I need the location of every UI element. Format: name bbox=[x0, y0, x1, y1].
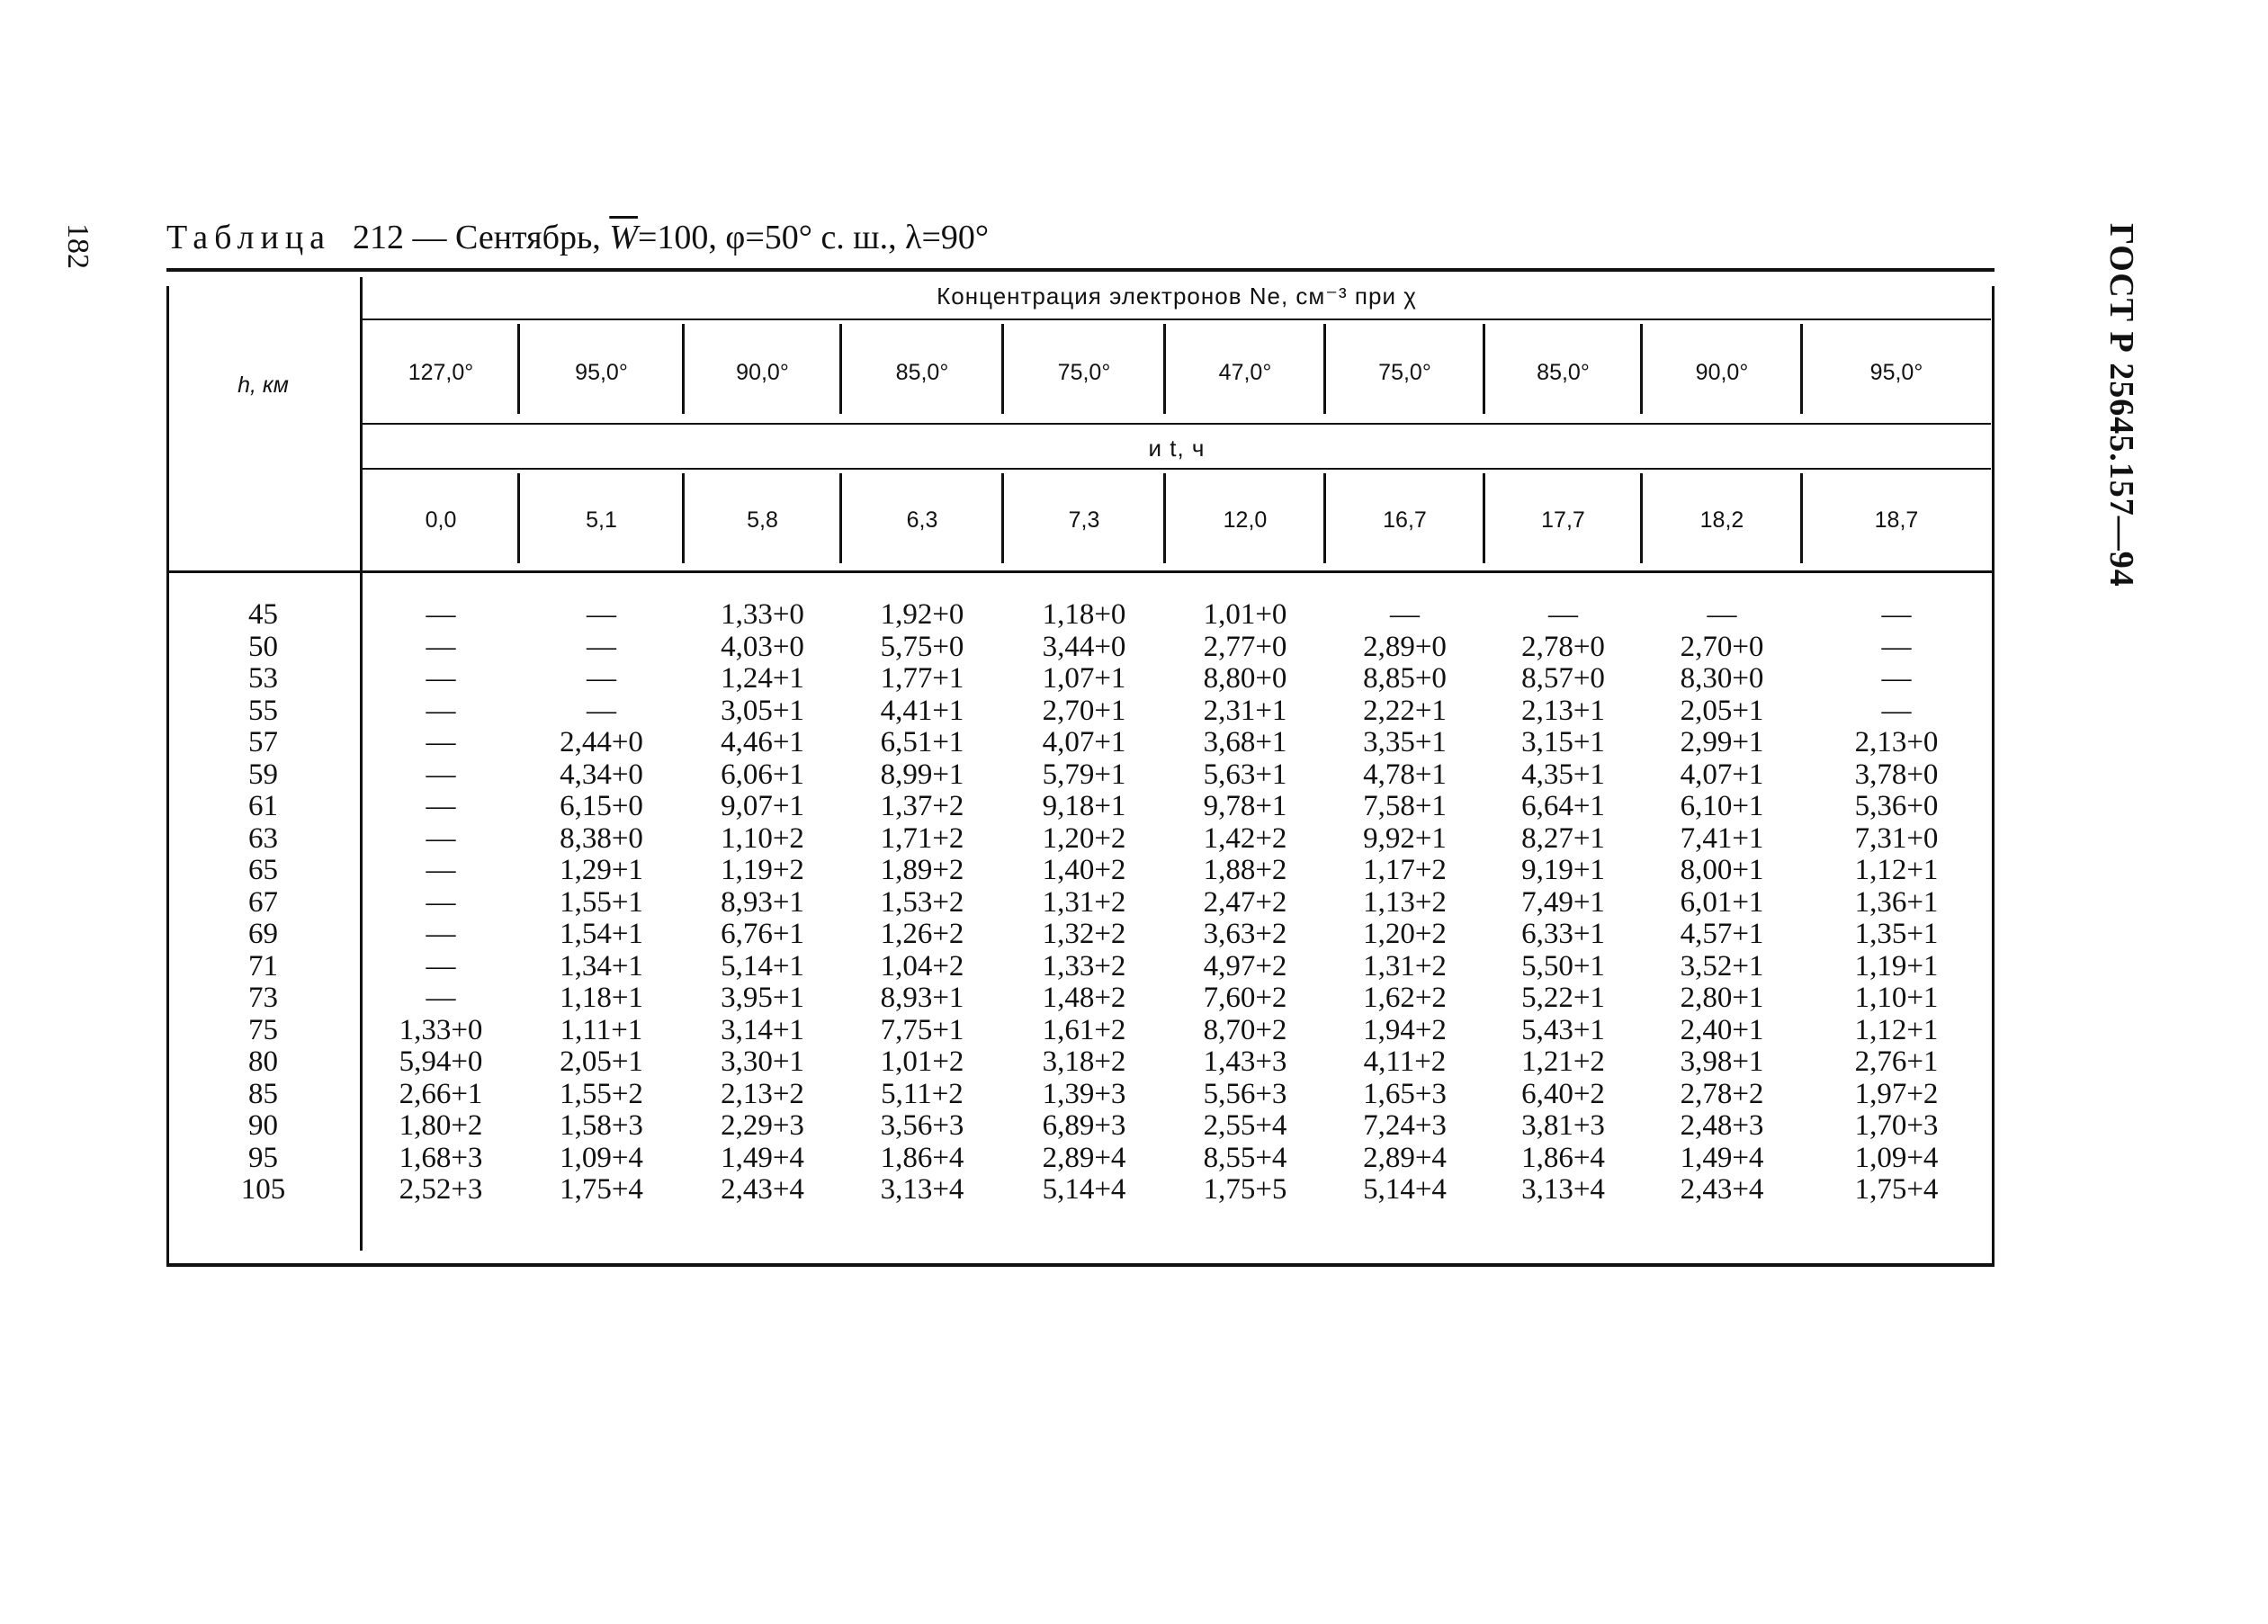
row-value-cell: — bbox=[426, 918, 456, 950]
row-value-cell: 1,19+2 bbox=[721, 854, 804, 886]
chi-header-cell: 95,0° bbox=[1869, 359, 1923, 385]
chi-header-cell: 85,0° bbox=[895, 359, 949, 385]
row-value-cell: — bbox=[587, 598, 616, 631]
row-value-cell: 9,18+1 bbox=[1042, 790, 1126, 822]
row-value-cell: 6,40+2 bbox=[1521, 1077, 1605, 1110]
row-value-cell: 2,70+1 bbox=[1042, 694, 1126, 727]
row-value-cell: 1,33+0 bbox=[399, 1013, 483, 1046]
row-value-cell: 1,65+3 bbox=[1363, 1077, 1447, 1110]
chi-column-divider bbox=[1800, 324, 1803, 414]
chi-rule bbox=[363, 423, 1991, 425]
chi-column-divider bbox=[1323, 324, 1326, 414]
t-header-cell: 5,8 bbox=[747, 507, 778, 533]
row-value-cell: 1,01+2 bbox=[880, 1045, 964, 1078]
header-bottom-rule bbox=[166, 570, 1995, 573]
row-value-cell: 3,78+0 bbox=[1854, 758, 1939, 791]
t-header-cell: 18,2 bbox=[1699, 507, 1744, 533]
row-value-cell: 8,30+0 bbox=[1680, 662, 1764, 695]
row-height-cell: 57 bbox=[248, 726, 278, 758]
row-value-cell: 7,60+2 bbox=[1203, 982, 1287, 1014]
row-value-cell: 5,94+0 bbox=[399, 1045, 483, 1078]
row-value-cell: 4,97+2 bbox=[1203, 949, 1287, 982]
row-value-cell: 6,01+1 bbox=[1680, 885, 1764, 919]
row-value-cell: 5,36+0 bbox=[1854, 790, 1939, 822]
row-value-cell: 4,11+2 bbox=[1363, 1045, 1447, 1078]
row-height-cell: 67 bbox=[248, 885, 278, 919]
chi-header-cell: 85,0° bbox=[1537, 359, 1590, 385]
row-value-cell: 1,33+2 bbox=[1042, 949, 1126, 982]
table-row bbox=[166, 950, 1995, 982]
row-value-cell: 2,78+2 bbox=[1680, 1077, 1764, 1110]
row-height-cell: 59 bbox=[248, 758, 278, 791]
caption-w-symbol: $\overline{W}$ bbox=[609, 219, 638, 256]
row-value-cell: 1,58+3 bbox=[560, 1109, 643, 1142]
table-row bbox=[166, 598, 1995, 631]
row-value-cell: 6,64+1 bbox=[1521, 790, 1605, 822]
row-value-cell: 1,20+2 bbox=[1042, 821, 1126, 855]
chi-header-cell: 75,0° bbox=[1057, 359, 1111, 385]
row-height-cell: 65 bbox=[248, 854, 278, 886]
table-row bbox=[166, 886, 1995, 919]
span-header-time-text: и t, ч bbox=[1148, 434, 1206, 462]
row-value-cell: — bbox=[426, 885, 456, 919]
row-value-cell: 1,77+1 bbox=[880, 662, 964, 695]
row-value-cell: 4,78+1 bbox=[1363, 758, 1447, 791]
row-value-cell: 1,40+2 bbox=[1042, 854, 1126, 886]
data-table bbox=[166, 268, 1995, 1269]
row-value-cell: 3,14+1 bbox=[721, 1013, 804, 1046]
row-value-cell: 1,26+2 bbox=[880, 918, 964, 950]
row-value-cell: 6,10+1 bbox=[1680, 790, 1764, 822]
row-height-cell: 69 bbox=[248, 918, 278, 950]
document-code: ГОСТ Р 25645.157—94 bbox=[2102, 223, 2140, 588]
row-value-cell: 3,44+0 bbox=[1042, 630, 1126, 663]
row-value-cell: 8,85+0 bbox=[1363, 662, 1447, 695]
row-value-cell: 1,37+2 bbox=[880, 790, 964, 822]
row-value-cell: 5,63+1 bbox=[1203, 758, 1287, 791]
row-value-cell: 2,22+1 bbox=[1363, 694, 1447, 727]
row-value-cell: 2,44+0 bbox=[560, 726, 643, 758]
row-height-cell: 75 bbox=[248, 1013, 278, 1046]
row-value-cell: 1,01+0 bbox=[1203, 598, 1287, 631]
row-value-cell: 6,06+1 bbox=[721, 758, 804, 791]
row-value-cell: 4,03+0 bbox=[721, 630, 804, 663]
row-value-cell: 8,99+1 bbox=[880, 758, 964, 791]
t-header-cell: 5,1 bbox=[586, 507, 617, 533]
row-value-cell: 1,24+1 bbox=[721, 662, 804, 695]
row-value-cell: 2,89+4 bbox=[1042, 1141, 1126, 1174]
row-value-cell: 1,68+3 bbox=[399, 1141, 483, 1174]
row-value-cell: — bbox=[426, 821, 456, 855]
row-value-cell: — bbox=[426, 982, 456, 1014]
row-value-cell: 3,52+1 bbox=[1680, 949, 1764, 982]
table-row bbox=[166, 982, 1995, 1014]
row-value-cell: 6,89+3 bbox=[1042, 1109, 1126, 1142]
row-value-cell: 1,55+2 bbox=[560, 1077, 643, 1110]
row-height-cell: 85 bbox=[248, 1077, 278, 1110]
row-value-cell: 4,07+1 bbox=[1042, 726, 1126, 758]
row-value-cell: 2,29+3 bbox=[721, 1109, 804, 1142]
row-value-cell: 3,15+1 bbox=[1521, 726, 1605, 758]
row-value-cell: 1,53+2 bbox=[880, 885, 964, 919]
row-value-cell: 2,40+1 bbox=[1680, 1013, 1764, 1046]
row-value-cell: 5,14+4 bbox=[1042, 1173, 1126, 1206]
row-value-cell: 8,38+0 bbox=[560, 821, 643, 855]
row-value-cell: 4,46+1 bbox=[721, 726, 804, 758]
row-value-cell: — bbox=[426, 949, 456, 982]
row-value-cell: 2,05+1 bbox=[560, 1045, 643, 1078]
row-value-cell: 5,50+1 bbox=[1521, 949, 1605, 982]
span-header-concentration-text: Концентрация электронов Ne, см⁻³ при χ bbox=[937, 282, 1417, 310]
span1-rule bbox=[363, 319, 1991, 320]
t-column-divider bbox=[682, 473, 685, 563]
span2-rule bbox=[363, 468, 1991, 470]
table-row bbox=[166, 631, 1995, 663]
table-row bbox=[166, 918, 1995, 950]
row-value-cell: 1,34+1 bbox=[560, 949, 643, 982]
caption-number: 212 — Сентябрь, bbox=[353, 219, 610, 256]
row-value-cell: 7,58+1 bbox=[1363, 790, 1447, 822]
table-row bbox=[166, 662, 1995, 695]
row-value-cell: 6,51+1 bbox=[880, 726, 964, 758]
row-value-cell: 1,18+1 bbox=[560, 982, 643, 1014]
row-height-cell: 73 bbox=[248, 982, 278, 1014]
table-row bbox=[166, 822, 1995, 855]
row-value-cell: 2,43+4 bbox=[1680, 1173, 1764, 1206]
t-column-divider bbox=[1163, 473, 1166, 563]
row-value-cell: 1,75+4 bbox=[1854, 1173, 1939, 1206]
t-column-divider bbox=[1001, 473, 1004, 563]
row-value-cell: 3,35+1 bbox=[1363, 726, 1447, 758]
row-value-cell: 2,55+4 bbox=[1203, 1109, 1287, 1142]
row-value-cell: — bbox=[426, 726, 456, 758]
row-value-cell: 1,33+0 bbox=[721, 598, 804, 631]
row-value-cell: 3,98+1 bbox=[1680, 1045, 1764, 1078]
row-value-cell: — bbox=[426, 630, 456, 663]
row-value-cell: 4,57+1 bbox=[1680, 918, 1764, 950]
row-height-cell: 95 bbox=[248, 1141, 278, 1174]
row-value-cell: 6,76+1 bbox=[721, 918, 804, 950]
row-value-cell: 5,43+1 bbox=[1521, 1013, 1605, 1046]
row-value-cell: 3,81+3 bbox=[1521, 1109, 1605, 1142]
row-value-cell: — bbox=[426, 662, 456, 695]
row-value-cell: 1,49+4 bbox=[1680, 1141, 1764, 1174]
row-value-cell: 7,24+3 bbox=[1363, 1109, 1447, 1142]
row-value-cell: 1,20+2 bbox=[1363, 918, 1447, 950]
chi-column-divider bbox=[1001, 324, 1004, 414]
row-value-cell: 1,09+4 bbox=[1854, 1141, 1939, 1174]
row-value-cell: 7,75+1 bbox=[880, 1013, 964, 1046]
table-top-rule bbox=[166, 268, 1995, 272]
row-value-cell: 5,75+0 bbox=[880, 630, 964, 663]
row-height-cell: 90 bbox=[248, 1109, 278, 1142]
row-value-cell: 1,94+2 bbox=[1363, 1013, 1447, 1046]
row-value-cell: 2,76+1 bbox=[1854, 1045, 1939, 1078]
row-value-cell: 5,14+4 bbox=[1363, 1173, 1447, 1206]
row-value-cell: — bbox=[426, 694, 456, 727]
row-value-cell: 1,39+3 bbox=[1042, 1077, 1126, 1110]
row-value-cell: — bbox=[1390, 598, 1420, 631]
row-height-cell: 63 bbox=[248, 821, 278, 855]
row-value-cell: — bbox=[426, 790, 456, 822]
t-column-divider bbox=[839, 473, 842, 563]
t-column-divider bbox=[1483, 473, 1485, 563]
row-value-cell: 1,17+2 bbox=[1363, 854, 1447, 886]
row-value-cell: 5,79+1 bbox=[1042, 758, 1126, 791]
row-value-cell: 1,55+1 bbox=[560, 885, 643, 919]
row-value-cell: 2,48+3 bbox=[1680, 1109, 1764, 1142]
t-header-cell: 12,0 bbox=[1223, 507, 1268, 533]
row-value-cell: 3,05+1 bbox=[721, 694, 804, 727]
row-value-cell: 1,92+0 bbox=[880, 598, 964, 631]
t-header-cell: 16,7 bbox=[1383, 507, 1427, 533]
row-value-cell: — bbox=[426, 758, 456, 791]
t-column-divider bbox=[1640, 473, 1643, 563]
t-header-cell: 6,3 bbox=[906, 507, 938, 533]
row-value-cell: — bbox=[587, 630, 616, 663]
row-value-cell: 1,75+4 bbox=[560, 1173, 643, 1206]
row-height-cell: 71 bbox=[248, 949, 278, 982]
row-value-cell: 4,34+0 bbox=[560, 758, 643, 791]
row-value-cell: 1,31+2 bbox=[1042, 885, 1126, 919]
row-value-cell: — bbox=[1707, 598, 1737, 631]
row-value-cell: 1,10+2 bbox=[721, 821, 804, 855]
row-value-cell: — bbox=[1881, 694, 1912, 727]
row-value-cell: — bbox=[1881, 630, 1912, 663]
row-value-cell: 7,41+1 bbox=[1680, 821, 1764, 855]
row-value-cell: 3,30+1 bbox=[721, 1045, 804, 1078]
row-value-cell: 1,10+1 bbox=[1854, 982, 1939, 1014]
row-value-cell: 8,70+2 bbox=[1203, 1013, 1287, 1046]
chi-header-cell: 47,0° bbox=[1218, 359, 1272, 385]
row-value-cell: 8,27+1 bbox=[1521, 821, 1605, 855]
row-value-cell: 1,13+2 bbox=[1363, 885, 1447, 919]
row-value-cell: 4,35+1 bbox=[1521, 758, 1605, 791]
row-value-cell: 2,47+2 bbox=[1203, 885, 1287, 919]
row-value-cell: 2,31+1 bbox=[1203, 694, 1287, 727]
row-value-cell: — bbox=[587, 694, 616, 727]
t-column-divider bbox=[1323, 473, 1326, 563]
chi-column-divider bbox=[1163, 324, 1166, 414]
table-row bbox=[166, 1078, 1995, 1110]
row-value-cell: 1,54+1 bbox=[560, 918, 643, 950]
row-value-cell: — bbox=[1548, 598, 1578, 631]
row-header-label bbox=[166, 340, 360, 430]
row-height-cell: 55 bbox=[248, 694, 278, 727]
row-value-cell: 1,29+1 bbox=[560, 854, 643, 886]
table-row bbox=[166, 1142, 1995, 1174]
row-value-cell: 2,89+4 bbox=[1363, 1141, 1447, 1174]
row-value-cell: 6,15+0 bbox=[560, 790, 643, 822]
table-row bbox=[166, 726, 1995, 758]
row-height-cell: 45 bbox=[248, 598, 278, 631]
row-height-cell: 50 bbox=[248, 630, 278, 663]
row-value-cell: 5,11+2 bbox=[881, 1077, 964, 1110]
table-row bbox=[166, 695, 1995, 727]
row-value-cell: 1,11+1 bbox=[560, 1013, 643, 1046]
row-value-cell: 7,31+0 bbox=[1854, 821, 1939, 855]
table-row bbox=[166, 1173, 1995, 1206]
row-value-cell: 1,04+2 bbox=[880, 949, 964, 982]
row-value-cell: 1,75+5 bbox=[1203, 1173, 1287, 1206]
row-value-cell: 1,86+4 bbox=[1521, 1141, 1605, 1174]
row-value-cell: 1,71+2 bbox=[880, 821, 964, 855]
row-value-cell: 3,95+1 bbox=[721, 982, 804, 1014]
t-column-divider bbox=[1800, 473, 1803, 563]
chi-column-divider bbox=[839, 324, 842, 414]
row-value-cell: — bbox=[587, 662, 616, 695]
row-value-cell: 2,13+0 bbox=[1854, 726, 1939, 758]
row-value-cell: 2,80+1 bbox=[1680, 982, 1764, 1014]
row-value-cell: 2,13+2 bbox=[721, 1077, 804, 1110]
row-value-cell: 3,56+3 bbox=[880, 1109, 964, 1142]
table-row bbox=[166, 1045, 1995, 1078]
t-column-divider bbox=[517, 473, 520, 563]
row-value-cell: 2,43+4 bbox=[721, 1173, 804, 1206]
row-value-cell: 1,48+2 bbox=[1042, 982, 1126, 1014]
span-header-time bbox=[363, 430, 1991, 466]
row-value-cell: 8,93+1 bbox=[721, 885, 804, 919]
row-height-cell: 53 bbox=[248, 662, 278, 695]
row-value-cell: 9,19+1 bbox=[1521, 854, 1605, 886]
row-value-cell: 5,22+1 bbox=[1521, 982, 1605, 1014]
row-value-cell: 1,31+2 bbox=[1363, 949, 1447, 982]
chi-header-cell: 127,0° bbox=[408, 359, 474, 385]
row-value-cell: 1,12+1 bbox=[1854, 854, 1939, 886]
row-value-cell: 4,07+1 bbox=[1680, 758, 1764, 791]
row-value-cell: 2,78+0 bbox=[1521, 630, 1605, 663]
row-value-cell: 3,63+2 bbox=[1203, 918, 1287, 950]
row-value-cell: 1,36+1 bbox=[1854, 885, 1939, 919]
chi-column-divider bbox=[682, 324, 685, 414]
row-value-cell: 1,80+2 bbox=[399, 1109, 483, 1142]
row-value-cell: 1,89+2 bbox=[880, 854, 964, 886]
row-value-cell: 1,62+2 bbox=[1363, 982, 1447, 1014]
span-header-concentration bbox=[363, 277, 1991, 315]
row-value-cell: — bbox=[1881, 662, 1912, 695]
caption-parameters: =100, φ=50° с. ш., λ=90° bbox=[637, 219, 990, 256]
row-value-cell: 2,89+0 bbox=[1363, 630, 1447, 663]
row-value-cell: 1,18+0 bbox=[1042, 598, 1126, 631]
row-value-cell: 2,99+1 bbox=[1680, 726, 1764, 758]
table-row bbox=[166, 758, 1995, 791]
row-value-cell: 1,21+2 bbox=[1521, 1045, 1605, 1078]
row-height-cell: 105 bbox=[240, 1173, 286, 1206]
t-header-cell: 18,7 bbox=[1874, 507, 1919, 533]
chi-header-cell: 95,0° bbox=[575, 359, 628, 385]
page-number: 182 bbox=[61, 223, 94, 269]
row-value-cell: 8,80+0 bbox=[1203, 662, 1287, 695]
chi-header-cell: 75,0° bbox=[1378, 359, 1431, 385]
row-header-text: h, км bbox=[238, 372, 289, 398]
row-value-cell: 2,70+0 bbox=[1680, 630, 1764, 663]
row-value-cell: 1,32+2 bbox=[1042, 918, 1126, 950]
row-value-cell: 9,07+1 bbox=[721, 790, 804, 822]
chi-column-divider bbox=[1483, 324, 1485, 414]
row-value-cell: 3,18+2 bbox=[1042, 1045, 1126, 1078]
row-value-cell: 1,61+2 bbox=[1042, 1013, 1126, 1046]
row-value-cell: 2,13+1 bbox=[1521, 694, 1605, 727]
chi-header-cell: 90,0° bbox=[1695, 359, 1749, 385]
row-value-cell: 1,35+1 bbox=[1854, 918, 1939, 950]
row-value-cell: 1,86+4 bbox=[880, 1141, 964, 1174]
row-value-cell: 1,88+2 bbox=[1203, 854, 1287, 886]
table-caption bbox=[166, 218, 989, 257]
row-value-cell: 8,93+1 bbox=[880, 982, 964, 1014]
row-value-cell: 5,56+3 bbox=[1203, 1077, 1287, 1110]
row-value-cell: 3,13+4 bbox=[880, 1173, 964, 1206]
row-value-cell: 2,66+1 bbox=[399, 1077, 483, 1110]
row-value-cell: 6,33+1 bbox=[1521, 918, 1605, 950]
row-value-cell: 1,09+4 bbox=[560, 1141, 643, 1174]
chi-column-divider bbox=[1640, 324, 1643, 414]
t-header-cell: 0,0 bbox=[425, 507, 457, 533]
row-value-cell: 2,52+3 bbox=[399, 1173, 483, 1206]
row-value-cell: 1,12+1 bbox=[1854, 1013, 1939, 1046]
row-value-cell: 1,49+4 bbox=[721, 1141, 804, 1174]
table-bottom-rule bbox=[166, 1263, 1995, 1267]
row-value-cell: 2,05+1 bbox=[1680, 694, 1764, 727]
caption-label: Таблица bbox=[166, 219, 332, 256]
row-value-cell: 9,78+1 bbox=[1203, 790, 1287, 822]
row-height-cell: 80 bbox=[248, 1045, 278, 1078]
chi-column-divider bbox=[517, 324, 520, 414]
row-value-cell: 1,19+1 bbox=[1854, 949, 1939, 982]
row-value-cell: 3,68+1 bbox=[1203, 726, 1287, 758]
t-header-cell: 7,3 bbox=[1068, 507, 1100, 533]
row-value-cell: 8,00+1 bbox=[1680, 854, 1764, 886]
row-value-cell: — bbox=[1881, 598, 1912, 631]
row-value-cell: 1,43+3 bbox=[1203, 1045, 1287, 1078]
row-value-cell: — bbox=[426, 598, 456, 631]
row-value-cell: 9,92+1 bbox=[1363, 821, 1447, 855]
row-value-cell: 7,49+1 bbox=[1521, 885, 1605, 919]
row-value-cell: 1,07+1 bbox=[1042, 662, 1126, 695]
row-value-cell: 1,97+2 bbox=[1854, 1077, 1939, 1110]
row-value-cell: 3,13+4 bbox=[1521, 1173, 1605, 1206]
row-value-cell: 1,70+3 bbox=[1854, 1109, 1939, 1142]
row-height-cell: 61 bbox=[248, 790, 278, 822]
row-value-cell: 8,57+0 bbox=[1521, 662, 1605, 695]
table-row bbox=[166, 854, 1995, 886]
row-value-cell: 8,55+4 bbox=[1203, 1141, 1287, 1174]
row-value-cell: 1,42+2 bbox=[1203, 821, 1287, 855]
table-row bbox=[166, 1014, 1995, 1046]
row-value-cell: 5,14+1 bbox=[721, 949, 804, 982]
table-row bbox=[166, 790, 1995, 822]
row-value-cell: 4,41+1 bbox=[880, 694, 964, 727]
row-value-cell: 2,77+0 bbox=[1203, 630, 1287, 663]
t-header-cell: 17,7 bbox=[1541, 507, 1585, 533]
row-value-cell: — bbox=[426, 854, 456, 886]
table-row bbox=[166, 1109, 1995, 1142]
chi-header-cell: 90,0° bbox=[736, 359, 789, 385]
